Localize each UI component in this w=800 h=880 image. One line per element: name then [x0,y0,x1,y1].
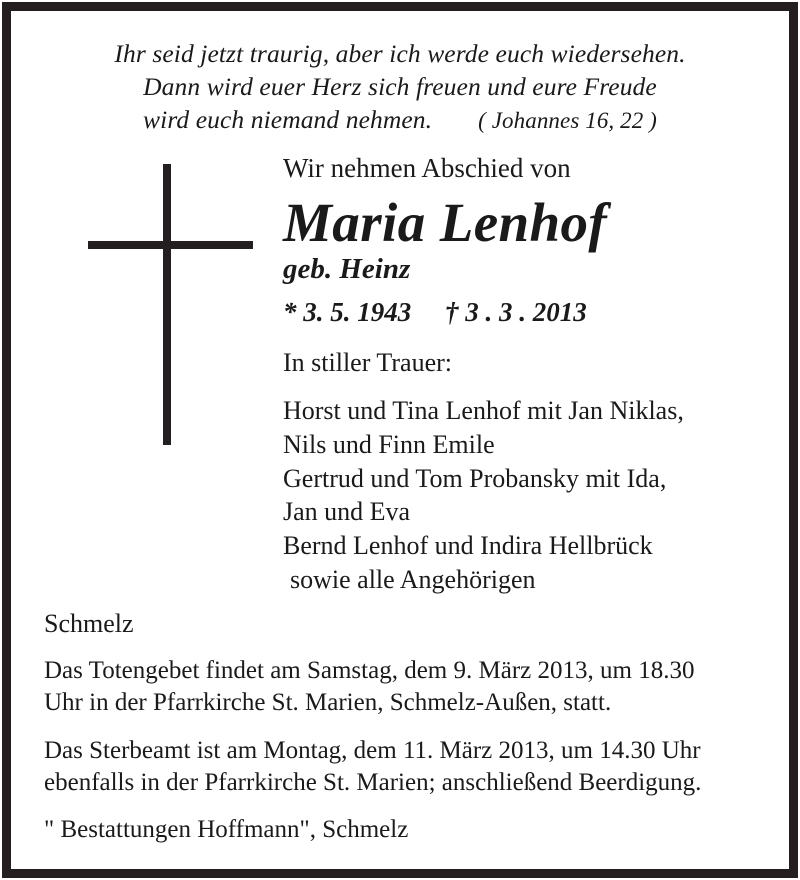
mourners-list [283,394,761,597]
mourners-heading: In stiller Trauer: [283,348,452,378]
life-dates: * 3. 5. 1943 † 3 . 3 . 2013 [283,296,587,327]
lead-in-text: Wir nehmen Abschied von [283,153,571,184]
deceased-name: Maria Lenhof [283,192,608,254]
undertaker-credit: " Bestattungen Hoffmann", Schmelz [44,816,409,844]
prayer-service-line-1: Das Totengebet findet am Samstag, dem 9. März 2013, um 18.30 [44,657,695,685]
list-item: Gertrud und Tom Probansky mit Ida, [283,463,667,493]
list-item: Nils und Finn Emile [283,429,495,459]
scripture-epigraph [33,37,767,136]
list-item: sowie alle Angehörigen [290,565,536,595]
epigraph-line-1: Ihr seid jetzt traurig, aber ich werde euch wiedersehen. [114,39,686,68]
list-item: Horst und Tina Lenhof mit Jan Niklas, [283,396,684,426]
cross-horizontal-bar [88,241,253,249]
list-item: Bernd Lenhof und Indira Hellbrück [283,531,653,561]
list-item: Jan und Eva [283,497,411,527]
epigraph-line-3 [41,103,759,136]
notice-content [11,11,789,869]
epigraph-line-2: Dann wird euer Herz sich freuen und eure Freude [143,72,657,102]
requiem-service-line-1: Das Sterbeamt ist am Montag, dem 11. März 2013, um 14.30 Uhr [44,737,701,765]
notice-border-frame [2,2,798,878]
epigraph-line-3-text: wird euch niemand nehmen. [143,105,433,135]
christian-cross-icon [66,164,262,464]
requiem-service-paragraph [44,735,763,799]
cross-and-details [33,154,767,606]
scripture-reference: ( Johannes 16, 22 ) [478,108,657,134]
cross-vertical-bar [163,164,171,445]
prayer-service-line-2: Uhr in der Pfarrkirche St. Marien, Schmelz-Außen, statt. [44,689,612,717]
maiden-name: geb. Heinz [283,252,411,285]
prayer-service-paragraph [44,655,763,719]
deceased-details [283,154,767,596]
service-information [33,610,767,845]
requiem-service-line-2: ebenfalls in der Pfarrkirche St. Marien; anschließend Beerdigung. [44,769,702,797]
place-name: Schmelz [44,609,134,639]
